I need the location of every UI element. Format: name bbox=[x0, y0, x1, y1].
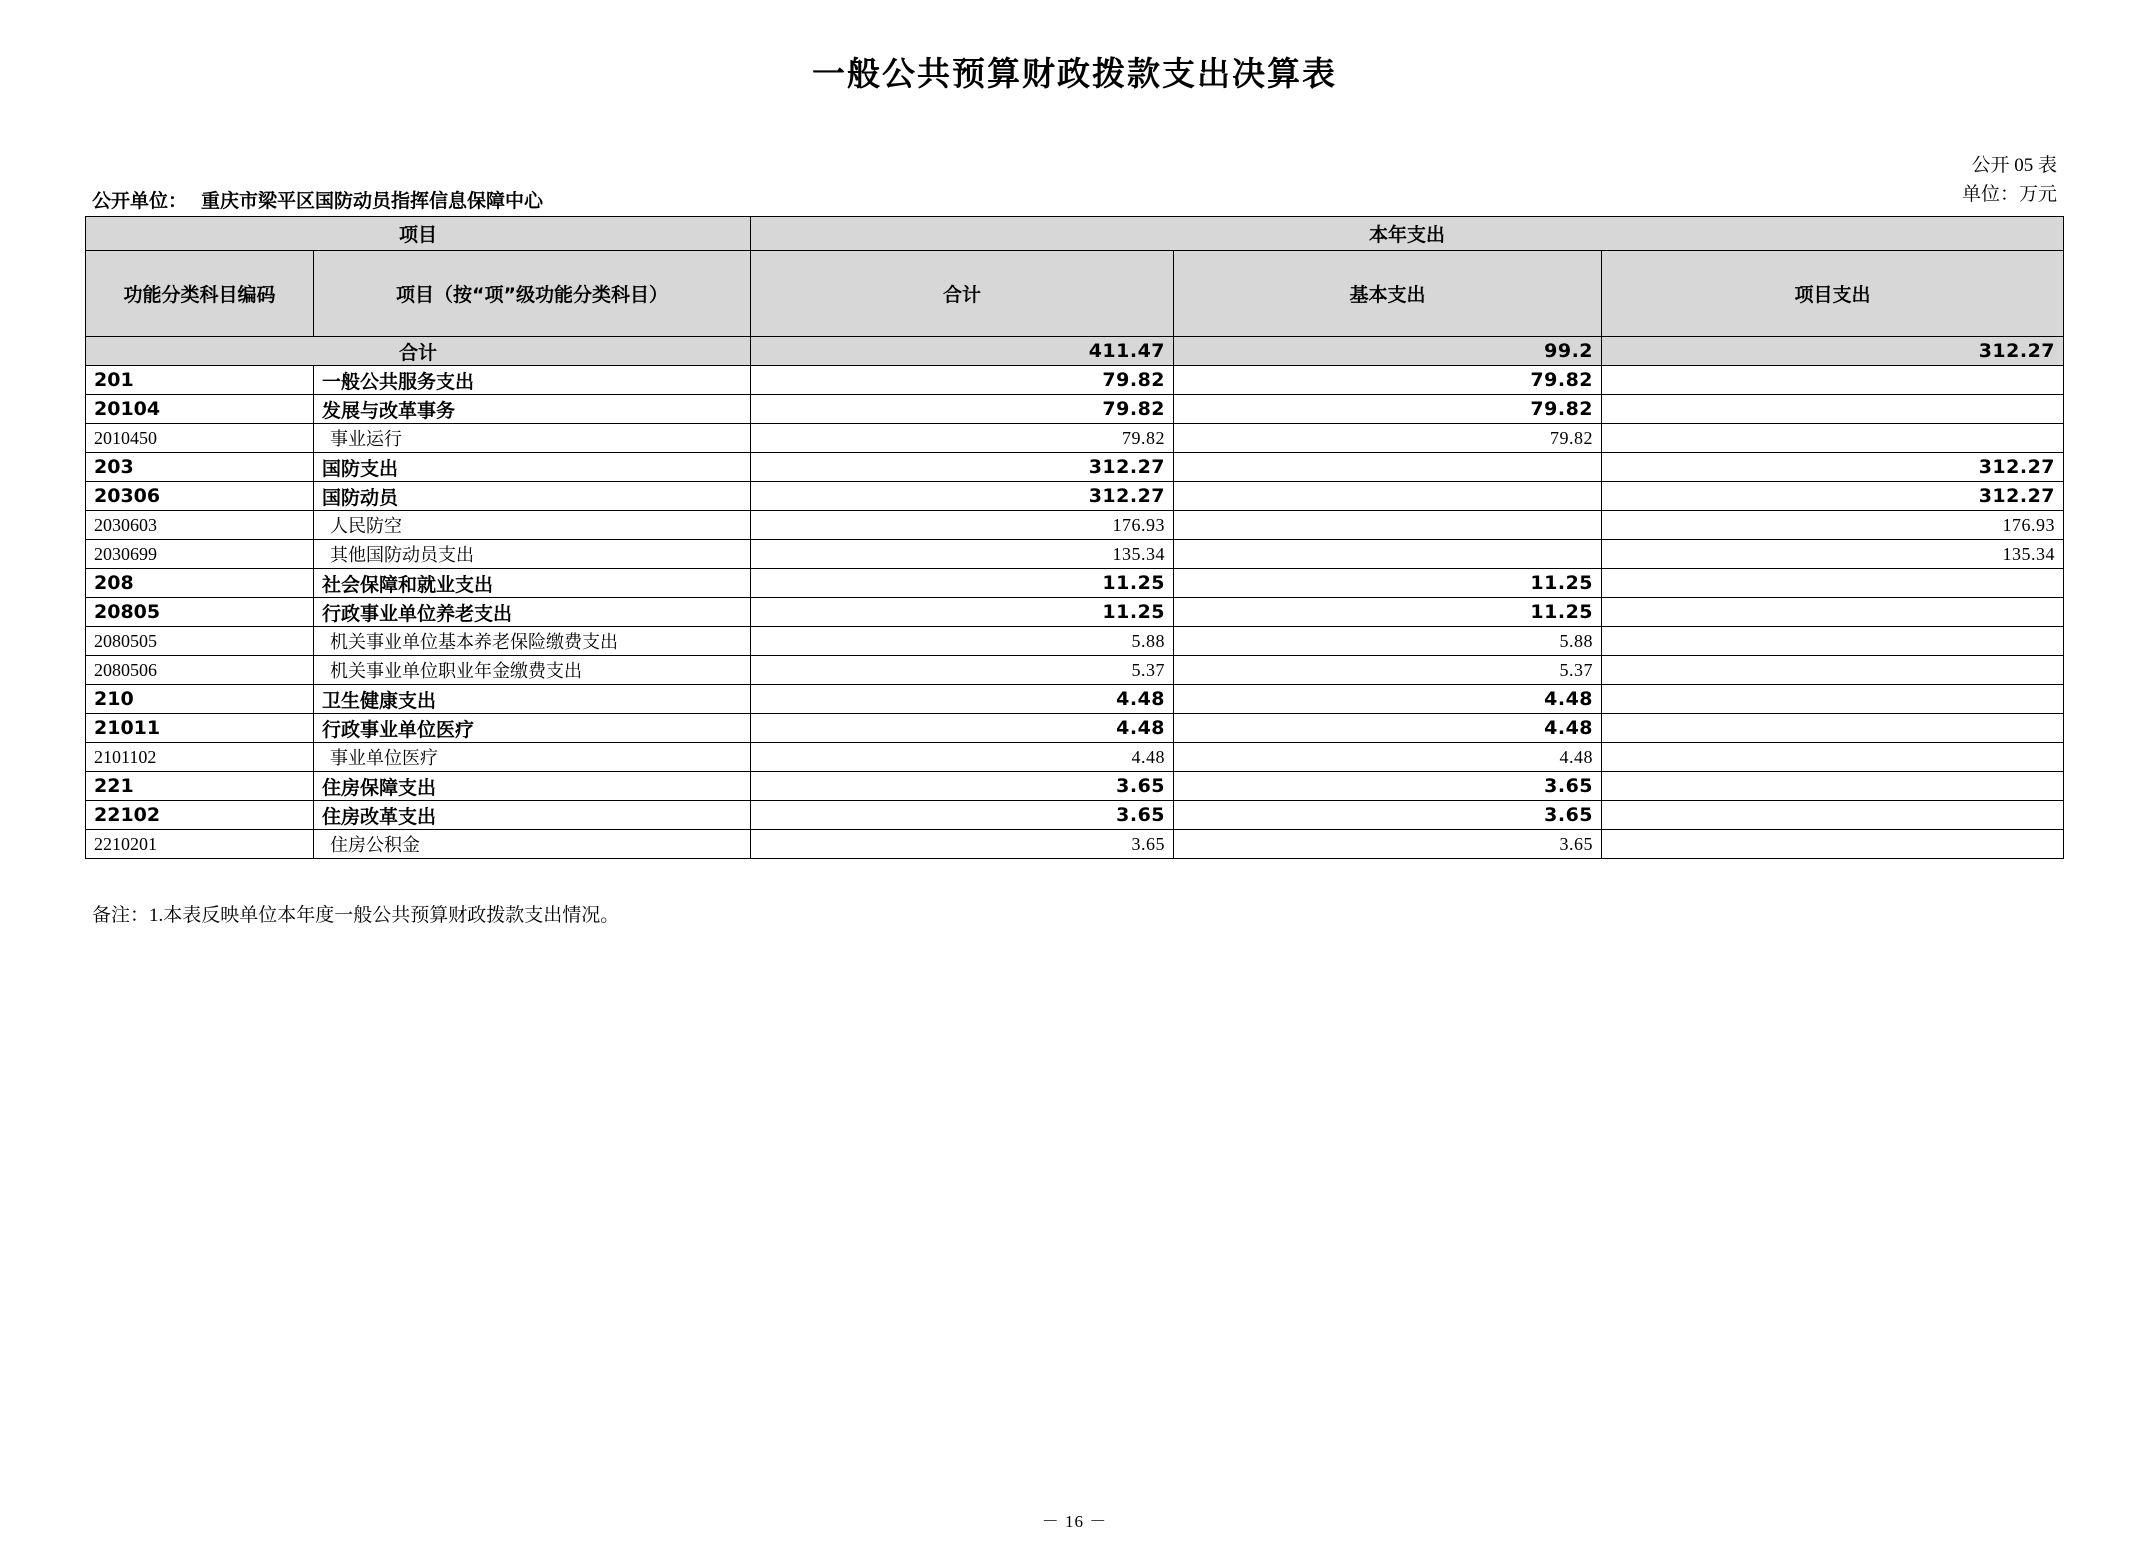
row-total: 135.34 bbox=[751, 540, 1174, 569]
table-row bbox=[86, 482, 2064, 511]
row-project bbox=[1602, 830, 2064, 859]
row-name: 行政事业单位医疗 bbox=[314, 714, 751, 743]
row-total: 79.82 bbox=[751, 424, 1174, 453]
table-row bbox=[86, 743, 2064, 772]
row-total: 3.65 bbox=[751, 772, 1174, 801]
page-title: 一般公共预算财政拨款支出决算表 bbox=[812, 54, 1337, 93]
budget-expenditure-table bbox=[85, 216, 2064, 859]
row-basic: 79.82 bbox=[1174, 424, 1602, 453]
row-basic: 79.82 bbox=[1174, 366, 1602, 395]
row-basic: 4.48 bbox=[1174, 714, 1602, 743]
header-group-item: 项目 bbox=[86, 217, 751, 251]
table-row bbox=[86, 772, 2064, 801]
row-name: 卫生健康支出 bbox=[314, 685, 751, 714]
row-code: 2080505 bbox=[86, 627, 314, 656]
row-total: 4.48 bbox=[751, 743, 1174, 772]
row-total: 312.27 bbox=[751, 482, 1174, 511]
row-project: 176.93 bbox=[1602, 511, 2064, 540]
row-code: 2210201 bbox=[86, 830, 314, 859]
total-label: 合计 bbox=[86, 337, 751, 366]
row-basic: 4.48 bbox=[1174, 685, 1602, 714]
header-group-current-year: 本年支出 bbox=[751, 217, 2064, 251]
row-code: 2030699 bbox=[86, 540, 314, 569]
row-basic: 3.65 bbox=[1174, 772, 1602, 801]
table-row bbox=[86, 627, 2064, 656]
row-project: 312.27 bbox=[1602, 453, 2064, 482]
row-total: 5.37 bbox=[751, 656, 1174, 685]
table-row bbox=[86, 830, 2064, 859]
table-row bbox=[86, 656, 2064, 685]
row-name: 社会保障和就业支出 bbox=[314, 569, 751, 598]
row-basic: 3.65 bbox=[1174, 801, 1602, 830]
row-project bbox=[1602, 714, 2064, 743]
row-total: 176.93 bbox=[751, 511, 1174, 540]
row-name: 行政事业单位养老支出 bbox=[314, 598, 751, 627]
row-name: 国防支出 bbox=[314, 453, 751, 482]
row-code: 203 bbox=[86, 453, 314, 482]
row-total: 3.65 bbox=[751, 801, 1174, 830]
row-name: 人民防空 bbox=[314, 511, 751, 540]
table-row bbox=[86, 424, 2064, 453]
row-name: 住房公积金 bbox=[314, 830, 751, 859]
row-code: 20306 bbox=[86, 482, 314, 511]
row-basic: 4.48 bbox=[1174, 743, 1602, 772]
row-basic bbox=[1174, 540, 1602, 569]
row-project bbox=[1602, 395, 2064, 424]
row-total: 4.48 bbox=[751, 685, 1174, 714]
row-basic bbox=[1174, 482, 1602, 511]
row-name: 机关事业单位职业年金缴费支出 bbox=[314, 656, 751, 685]
row-code: 2030603 bbox=[86, 511, 314, 540]
row-basic: 3.65 bbox=[1174, 830, 1602, 859]
row-code: 210 bbox=[86, 685, 314, 714]
disclosure-label: 公开单位： bbox=[92, 190, 188, 212]
header-col-basic: 基本支出 bbox=[1174, 251, 1602, 337]
row-basic: 5.37 bbox=[1174, 656, 1602, 685]
row-basic: 11.25 bbox=[1174, 598, 1602, 627]
row-basic: 11.25 bbox=[1174, 569, 1602, 598]
row-name: 机关事业单位基本养老保险缴费支出 bbox=[314, 627, 751, 656]
row-project bbox=[1602, 801, 2064, 830]
row-project bbox=[1602, 656, 2064, 685]
row-code: 21011 bbox=[86, 714, 314, 743]
row-project bbox=[1602, 627, 2064, 656]
row-project bbox=[1602, 772, 2064, 801]
row-project bbox=[1602, 366, 2064, 395]
header-col-total: 合计 bbox=[751, 251, 1174, 337]
disclosure-unit-line bbox=[92, 186, 543, 213]
row-name: 住房改革支出 bbox=[314, 801, 751, 830]
row-project bbox=[1602, 569, 2064, 598]
row-code: 2080506 bbox=[86, 656, 314, 685]
row-project: 312.27 bbox=[1602, 482, 2064, 511]
row-basic: 79.82 bbox=[1174, 395, 1602, 424]
row-total: 79.82 bbox=[751, 395, 1174, 424]
header-col-project: 项目支出 bbox=[1602, 251, 2064, 337]
table-row bbox=[86, 714, 2064, 743]
table-row bbox=[86, 685, 2064, 714]
form-number: 公开 05 表 bbox=[1971, 155, 2057, 176]
total-project: 312.27 bbox=[1602, 337, 2064, 366]
row-name: 其他国防动员支出 bbox=[314, 540, 751, 569]
row-code: 20805 bbox=[86, 598, 314, 627]
document-page bbox=[0, 48, 2149, 1568]
table-row bbox=[86, 598, 2064, 627]
row-basic bbox=[1174, 453, 1602, 482]
row-project bbox=[1602, 424, 2064, 453]
row-total: 5.88 bbox=[751, 627, 1174, 656]
row-project: 135.34 bbox=[1602, 540, 2064, 569]
row-name: 事业运行 bbox=[314, 424, 751, 453]
unit-of-measure: 单位：万元 bbox=[1961, 183, 2057, 205]
table-row bbox=[86, 366, 2064, 395]
row-total: 312.27 bbox=[751, 453, 1174, 482]
table-footnote: 备注：1.本表反映单位本年度一般公共预算财政拨款支出情况。 bbox=[92, 905, 620, 926]
table-body bbox=[86, 337, 2064, 859]
row-code: 221 bbox=[86, 772, 314, 801]
row-code: 2010450 bbox=[86, 424, 314, 453]
row-total: 4.48 bbox=[751, 714, 1174, 743]
row-code: 208 bbox=[86, 569, 314, 598]
row-total: 3.65 bbox=[751, 830, 1174, 859]
row-code: 201 bbox=[86, 366, 314, 395]
row-name: 国防动员 bbox=[314, 482, 751, 511]
table-row bbox=[86, 569, 2064, 598]
table-row bbox=[86, 453, 2064, 482]
row-total: 11.25 bbox=[751, 598, 1174, 627]
row-code: 2101102 bbox=[86, 743, 314, 772]
row-total: 11.25 bbox=[751, 569, 1174, 598]
row-project bbox=[1602, 598, 2064, 627]
header-col-item-name: 项目（按“项”级功能分类科目） bbox=[314, 251, 751, 337]
row-name: 事业单位医疗 bbox=[314, 743, 751, 772]
page-number: － 16 － bbox=[1041, 1512, 1108, 1531]
table-header-group-row bbox=[86, 217, 2064, 251]
row-code: 20104 bbox=[86, 395, 314, 424]
row-name: 发展与改革事务 bbox=[314, 395, 751, 424]
table-row bbox=[86, 540, 2064, 569]
disclosure-unit-name: 重庆市梁平区国防动员指挥信息保障中心 bbox=[201, 190, 544, 212]
row-total: 79.82 bbox=[751, 366, 1174, 395]
row-project bbox=[1602, 685, 2064, 714]
header-col-code: 功能分类科目编码 bbox=[86, 251, 314, 337]
table-row bbox=[86, 511, 2064, 540]
table-row bbox=[86, 395, 2064, 424]
total-amount: 411.47 bbox=[751, 337, 1174, 366]
total-basic: 99.2 bbox=[1174, 337, 1602, 366]
table-row-total bbox=[86, 337, 2064, 366]
row-project bbox=[1602, 743, 2064, 772]
form-meta bbox=[1962, 152, 2057, 209]
row-code: 22102 bbox=[86, 801, 314, 830]
row-name: 住房保障支出 bbox=[314, 772, 751, 801]
table-row bbox=[86, 801, 2064, 830]
row-basic: 5.88 bbox=[1174, 627, 1602, 656]
table-header-row bbox=[86, 251, 2064, 337]
row-name: 一般公共服务支出 bbox=[314, 366, 751, 395]
row-basic bbox=[1174, 511, 1602, 540]
